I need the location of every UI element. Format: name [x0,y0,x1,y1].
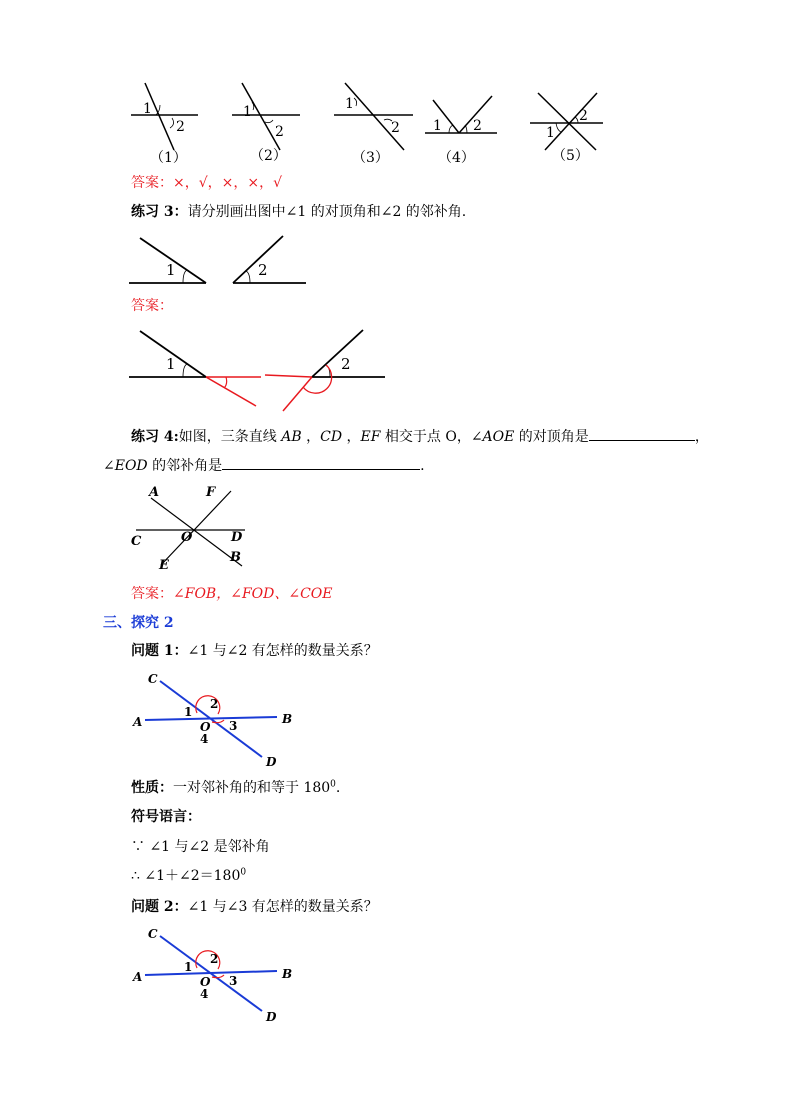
practice-4-line2-b: 的邻补角是 [147,458,223,474]
point-c: C [131,534,142,549]
fig1-angle-2: 2 [176,119,185,135]
point-a: A [149,485,160,500]
line-ef: EF [360,429,381,445]
practice-4-end-2: . [420,458,425,474]
q1-point-d: D [266,755,277,769]
property-text: 一对邻补角的和等于 180 [173,780,331,796]
answer-3-text: ∠FOB，∠FOD、∠COE [173,586,333,602]
answer-1-text: ×，√，×，×，√ [173,175,283,191]
line-cd: CD [320,429,343,445]
property-end: . [335,780,341,796]
answer-3-prefix: 答案： [131,586,173,602]
fig5-label: （5） [552,148,589,164]
q2-angle-1: 1 [184,960,193,974]
q1-angle-4: 4 [200,732,209,746]
point-o: O [181,530,193,545]
q1-point-o: O [200,720,211,734]
answer-2-prefix: 答案： [131,298,173,314]
property-sup: 0 [330,779,336,790]
fig5-angle-2: 2 [579,108,588,124]
angle-aoe: AOE [482,429,515,445]
practice-4-sep-1: ， [301,429,321,445]
practice-4-text-a: 如图，三条直线 [178,429,282,445]
because-line: ∵ ∠1 与∠2 是邻补角 [131,839,270,855]
fig3-label: （3） [352,150,389,166]
line-ab: AB [281,429,302,445]
question-2-text: ∠1 与∠3 有怎样的数量关系？ [187,899,378,915]
point-e: E [159,558,169,573]
fig4-angle-1: 1 [433,118,442,134]
point-d: D [231,530,243,545]
q2-point-o: O [200,975,211,989]
answer-2-angle-1: 1 [166,355,176,373]
q1-point-a: A [133,715,143,729]
answer-1-prefix: 答案： [131,175,173,191]
practice-4-text-c: 的对顶角是 [514,429,589,445]
section-3-title: 三、探究 2 [103,615,174,631]
property-label: 性质： [131,780,173,796]
practice-4-text-b: 相交于点 O，∠ [380,429,483,445]
answer-2-angle-2: 2 [341,355,351,373]
question-1-label: 问题 1： [131,643,188,659]
q1-point-b: B [282,712,293,726]
question-1-text: ∠1 与∠2 有怎样的数量关系？ [187,643,378,659]
fig3-angle-1: 1 [345,96,354,112]
q1-angle-2: 2 [210,697,219,711]
q1-point-c: C [148,672,158,686]
q1-angle-1: 1 [184,705,193,719]
practice-4-line2-a: ∠ [103,458,115,474]
practice-4-sep-2: ， [342,429,361,445]
fig4-label: （4） [438,150,475,166]
fig4-angle-2: 2 [473,118,482,134]
q2-angle-3: 3 [229,974,238,988]
question-2-label: 问题 2： [131,899,188,915]
fig5-angle-1: 1 [546,125,555,141]
fig1-angle-1: 1 [143,101,152,117]
fig2-label: （2） [250,148,287,164]
practice-3-angle-1: 1 [166,261,176,279]
q2-angle-4: 4 [200,987,209,1001]
q2-point-c: C [148,927,158,941]
q2-point-b: B [282,967,293,981]
q2-angle-2: 2 [210,952,219,966]
practice-3-angle-2: 2 [258,261,268,279]
therefore-sup: 0 [240,867,247,878]
q2-point-a: A [133,970,143,984]
practice-3-text: 请分别画出图中∠1 的对顶角和∠2 的邻补角. [187,204,467,220]
fig2-angle-1: 1 [243,104,252,120]
point-b: B [230,550,241,565]
symbol-language-label: 符号语言： [131,809,201,825]
practice-4-end-1: ， [694,429,709,445]
q2-point-d: D [266,1010,277,1024]
point-f: F [206,485,216,500]
practice-4-label: 练习 4: [131,429,179,445]
therefore-text: ∴ ∠1＋∠2＝180 [131,868,241,884]
q1-angle-3: 3 [229,719,238,733]
practice-3-label: 练习 3： [131,204,188,220]
angle-eod: EOD [114,458,148,474]
fig3-angle-2: 2 [391,120,400,136]
fig1-label: （1） [150,150,187,166]
fig2-angle-2: 2 [275,124,284,140]
